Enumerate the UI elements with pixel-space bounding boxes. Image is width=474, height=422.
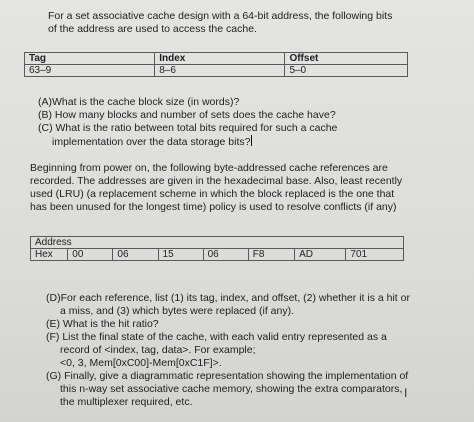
tag-bits: 63–9	[25, 65, 155, 77]
offset-bits: 5–0	[285, 65, 408, 77]
hex-label: Hex	[31, 249, 68, 261]
questions-d-g	[46, 292, 426, 409]
question-c-line-2	[38, 135, 428, 149]
hex-cell: 00	[68, 249, 113, 261]
address-table	[30, 236, 404, 261]
question-f-line-1: (F) List the final state of the cache, with each valid entry represented as a	[46, 331, 387, 343]
question-c-line-2-text: implementation over the data storage bits?	[52, 136, 251, 148]
index-header: Index	[155, 53, 285, 65]
hex-cell: F8	[248, 249, 294, 261]
text-cursor-icon: I	[404, 386, 408, 400]
para-line-4: has been unused for the longest time) policy is used to resolve conflicts (if any)	[30, 201, 397, 213]
text-caret	[251, 135, 252, 146]
question-f-line-2: record of <index, tag, data>. For example;	[60, 344, 256, 356]
tag-header: Tag	[25, 53, 155, 65]
para-line-1: Beginning from power on, the following byte-addressed cache references are	[30, 162, 388, 174]
index-bits: 8–6	[155, 65, 285, 77]
hex-cell: 06	[203, 249, 248, 261]
questions-a-c	[38, 96, 428, 149]
para-line-3: used (LRU) (a replacement scheme in which the block replaced is the one that	[30, 188, 395, 200]
address-bits-table	[24, 52, 408, 77]
intro-line-1: For a set associative cache design with a 64-bit address, the following bits	[48, 10, 393, 22]
hex-cell: AD	[295, 249, 346, 261]
question-d-line-2: a miss, and (3) which bytes were replaced (if any).	[60, 305, 295, 317]
hex-cell: 06	[113, 249, 158, 261]
question-c-line-1: (C) What is the ratio between total bits required for such a cache	[38, 122, 338, 134]
address-header: Address	[31, 237, 404, 249]
intro-text	[48, 10, 428, 36]
offset-header: Offset	[285, 53, 408, 65]
question-g-line-1: (G) Finally, give a diagrammatic representation showing the implementation of	[46, 370, 409, 382]
question-g-line-3: the multiplexer required, etc.	[60, 396, 193, 408]
question-f-line-3: <0, 3, Mem[0xC00]-Mem[0xC1F]>.	[60, 357, 222, 369]
hex-cell: 701	[346, 249, 404, 261]
intro-line-2: of the address are used to access the cache.	[48, 23, 257, 35]
question-d-line-1: (D)For each reference, list (1) its tag, index, and offset, (2) whether it is a hit or	[46, 292, 410, 304]
question-e: (E) What is the hit ratio?	[46, 318, 159, 330]
question-b: (B) How many blocks and number of sets does the cache have?	[38, 109, 336, 121]
references-paragraph	[30, 162, 430, 214]
hex-cell: 15	[158, 249, 203, 261]
para-line-2: recorded. The addresses are given in the hexadecimal base. Also, least recently	[30, 175, 403, 187]
question-a: (A)What is the cache block size (in words)?	[38, 96, 240, 108]
question-g-line-2: this n-way set associative cache memory, showing the extra comparators,	[60, 383, 403, 395]
